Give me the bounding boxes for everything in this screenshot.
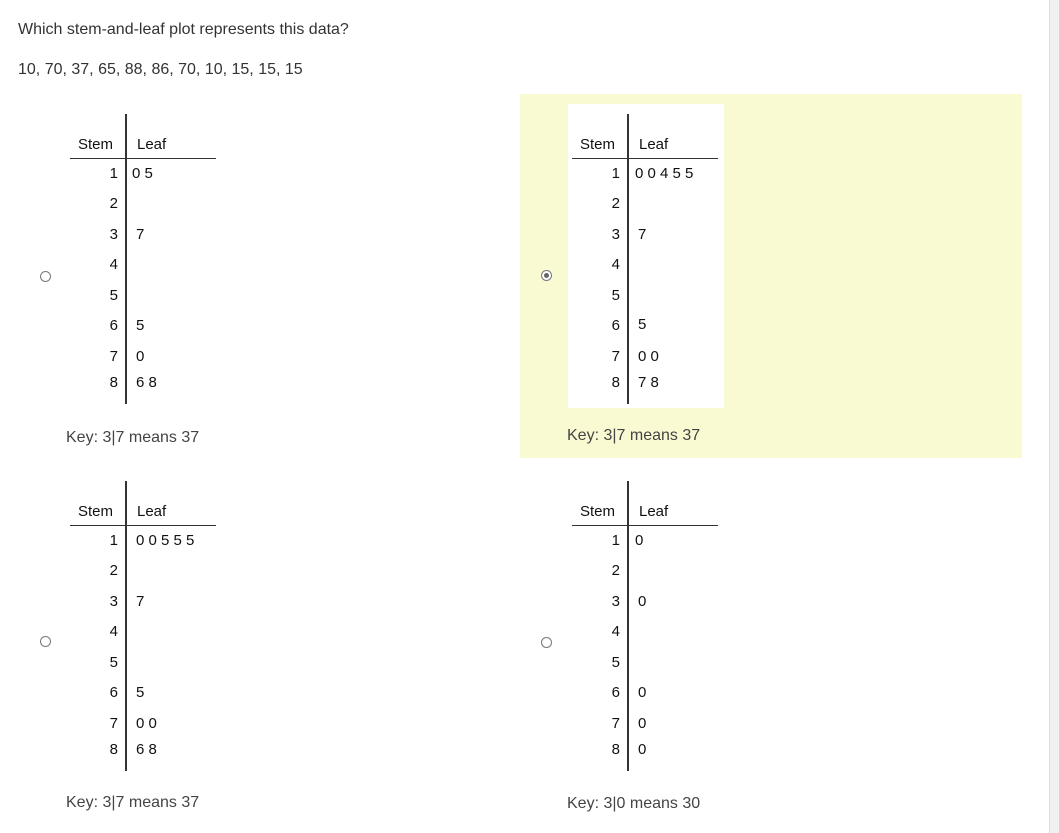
stem-leaf-plot bbox=[70, 481, 220, 773]
leaf-values: 7 8 bbox=[638, 374, 659, 391]
leaf-values: 0 bbox=[638, 684, 647, 701]
radio-button[interactable] bbox=[40, 271, 51, 282]
stem-value: 6 bbox=[611, 317, 620, 334]
stem-divider bbox=[627, 114, 629, 404]
stem-value: 2 bbox=[611, 195, 620, 212]
answer-option-2[interactable] bbox=[520, 94, 1022, 458]
leaf-values: 6 8 bbox=[136, 741, 157, 758]
stem-value: 1 bbox=[109, 165, 118, 182]
leaf-values: 5 bbox=[638, 316, 647, 333]
stem-value: 6 bbox=[109, 684, 118, 701]
stem-header: Stem bbox=[580, 503, 616, 520]
stem-value: 1 bbox=[611, 165, 620, 182]
stem-value: 3 bbox=[611, 593, 620, 610]
plot-key: Key: 3|7 means 37 bbox=[66, 429, 200, 446]
stem-divider bbox=[125, 114, 127, 404]
stem-value: 5 bbox=[109, 654, 118, 671]
leaf-values: 0 0 bbox=[638, 348, 659, 365]
leaf-values: 7 bbox=[638, 226, 647, 243]
stem-value: 8 bbox=[611, 741, 620, 758]
stem-value: 5 bbox=[611, 654, 620, 671]
radio-button[interactable] bbox=[40, 636, 51, 647]
stem-value: 8 bbox=[109, 741, 118, 758]
leaf-values: 0 0 4 5 5 bbox=[635, 165, 694, 182]
stem-value: 1 bbox=[611, 532, 620, 549]
question-text: Which stem-and-leaf plot represents this data? bbox=[18, 21, 349, 38]
leaf-values: 6 8 bbox=[136, 374, 157, 391]
leaf-values: 5 bbox=[136, 317, 145, 334]
radio-button-selected[interactable] bbox=[541, 270, 552, 281]
stem-value: 4 bbox=[109, 256, 118, 273]
stem-value: 5 bbox=[109, 287, 118, 304]
stem-value: 6 bbox=[109, 317, 118, 334]
stem-divider bbox=[125, 481, 127, 771]
stem-value: 7 bbox=[109, 715, 118, 732]
leaf-values: 0 bbox=[635, 532, 644, 549]
scrollbar[interactable] bbox=[1049, 0, 1059, 833]
leaf-values: 7 bbox=[136, 226, 145, 243]
stem-leaf-plot bbox=[568, 104, 724, 408]
leaf-values: 7 bbox=[136, 593, 145, 610]
leaf-header: Leaf bbox=[137, 503, 167, 520]
stem-value: 2 bbox=[611, 562, 620, 579]
stem-header: Stem bbox=[78, 136, 114, 153]
radio-button[interactable] bbox=[541, 637, 552, 648]
header-rule bbox=[70, 158, 216, 159]
leaf-values: 0 bbox=[638, 593, 647, 610]
header-rule bbox=[572, 525, 718, 526]
data-values: 10, 70, 37, 65, 88, 86, 70, 10, 15, 15, 15 bbox=[18, 61, 303, 78]
leaf-values: 0 5 bbox=[132, 165, 153, 182]
stem-value: 8 bbox=[109, 374, 118, 391]
leaf-header: Leaf bbox=[137, 136, 167, 153]
plot-key: Key: 3|0 means 30 bbox=[567, 795, 701, 812]
stem-value: 2 bbox=[109, 562, 118, 579]
leaf-header: Leaf bbox=[639, 136, 669, 153]
leaf-values: 0 0 bbox=[136, 715, 157, 732]
header-rule bbox=[572, 158, 718, 159]
stem-value: 5 bbox=[611, 287, 620, 304]
stem-leaf-plot bbox=[572, 481, 722, 773]
stem-leaf-plot bbox=[70, 114, 220, 406]
stem-value: 8 bbox=[611, 374, 620, 391]
stem-value: 7 bbox=[611, 715, 620, 732]
stem-value: 3 bbox=[611, 226, 620, 243]
stem-value: 3 bbox=[109, 593, 118, 610]
stem-value: 1 bbox=[109, 532, 118, 549]
stem-value: 6 bbox=[611, 684, 620, 701]
stem-value: 7 bbox=[611, 348, 620, 365]
leaf-values: 0 bbox=[638, 741, 647, 758]
stem-value: 4 bbox=[611, 623, 620, 640]
stem-header: Stem bbox=[580, 136, 616, 153]
stem-value: 7 bbox=[109, 348, 118, 365]
answer-option-3[interactable] bbox=[18, 461, 498, 825]
stem-value: 3 bbox=[109, 226, 118, 243]
leaf-values: 0 bbox=[136, 348, 145, 365]
stem-value: 4 bbox=[611, 256, 620, 273]
stem-value: 2 bbox=[109, 195, 118, 212]
leaf-header: Leaf bbox=[639, 503, 669, 520]
stem-value: 4 bbox=[109, 623, 118, 640]
plot-key: Key: 3|7 means 37 bbox=[66, 794, 200, 811]
plot-key: Key: 3|7 means 37 bbox=[567, 427, 701, 444]
answer-option-4[interactable] bbox=[520, 461, 1022, 825]
answer-option-1[interactable] bbox=[18, 94, 498, 458]
leaf-values: 0 0 5 5 5 bbox=[136, 532, 195, 549]
leaf-values: 5 bbox=[136, 684, 145, 701]
stem-header: Stem bbox=[78, 503, 114, 520]
header-rule bbox=[70, 525, 216, 526]
leaf-values: 0 bbox=[638, 715, 647, 732]
stem-divider bbox=[627, 481, 629, 771]
